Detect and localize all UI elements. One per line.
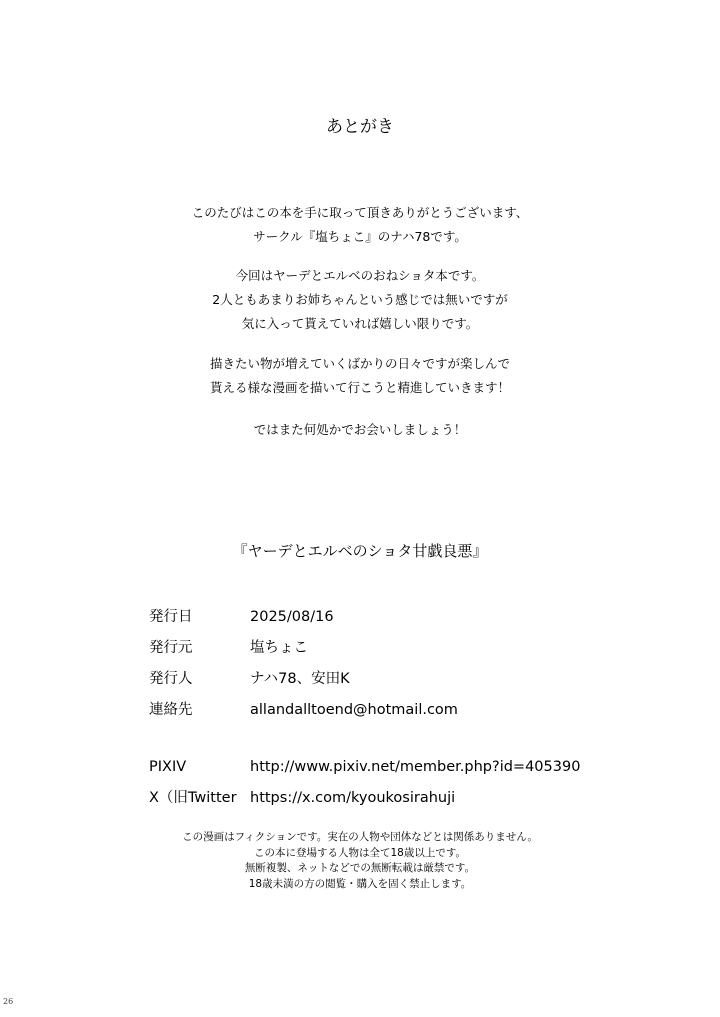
afterword-line: 気に入って貰えていれば嬉しい限りです。 [241, 316, 479, 331]
colophon-value: ナハ78、安田K [250, 671, 350, 687]
afterword-line: 貰える様な漫画を描いて行こうと精進していきます！ [209, 380, 510, 395]
colophon-label: 発行元 [149, 640, 193, 656]
afterword-line: サークル『塩ちょこ』のナハ78です。 [253, 229, 467, 244]
colophon-label: 発行日 [149, 609, 193, 625]
afterword-paragraph-farewell [0, 418, 720, 442]
afterword-paragraph-content [0, 264, 720, 336]
notice-line: この漫画はフィクションです。実在の人物や団体などとは関係ありません。 [182, 831, 538, 843]
afterword-line: 描きたい物が増えていくばかりの日々ですが楽しんで [209, 356, 510, 371]
colophon-value: 2025/08/16 [250, 609, 334, 625]
x-url: https://x.com/kyoukosirahuji [250, 790, 456, 806]
link-label: PIXIV [149, 759, 187, 775]
colophon-value: 塩ちょこ [250, 640, 308, 656]
afterword-heading: あとがき [326, 117, 394, 137]
notice-line: この本に登場する人物は全て18歳以上です。 [253, 846, 467, 859]
link-label: X（旧Twitter [149, 790, 237, 806]
afterword-line: 2人ともあまりお姉ちゃんという感じでは無いですが [212, 292, 508, 307]
notice-line: 無断複製、ネットなどでの無断転載は厳禁です。 [244, 862, 476, 874]
colophon-label: 発行人 [149, 671, 193, 687]
colophon-label: 連絡先 [149, 702, 193, 718]
legal-notice [0, 830, 720, 892]
afterword-line: ではまた何処かでお会いしましょう！ [253, 422, 467, 437]
afterword-line: 今回はヤーデとエルベのおねショタ本です。 [235, 268, 485, 283]
pixiv-url: http://www.pixiv.net/member.php?id=405390 [250, 759, 581, 775]
afterword-paragraph-thanks [0, 201, 720, 249]
book-title: 『ヤーデとエルベのショタ甘戯良悪』 [232, 542, 488, 560]
notice-line: 18歳未満の方の閲覧・購入を固く禁止します。 [248, 877, 472, 890]
contact-email: allandalltoend@hotmail.com [250, 702, 458, 718]
afterword-line: このたびはこの本を手に取って頂きありがとうございます、 [191, 205, 529, 220]
afterword-paragraph-future [0, 352, 720, 400]
page-number: 26 [3, 997, 14, 1006]
